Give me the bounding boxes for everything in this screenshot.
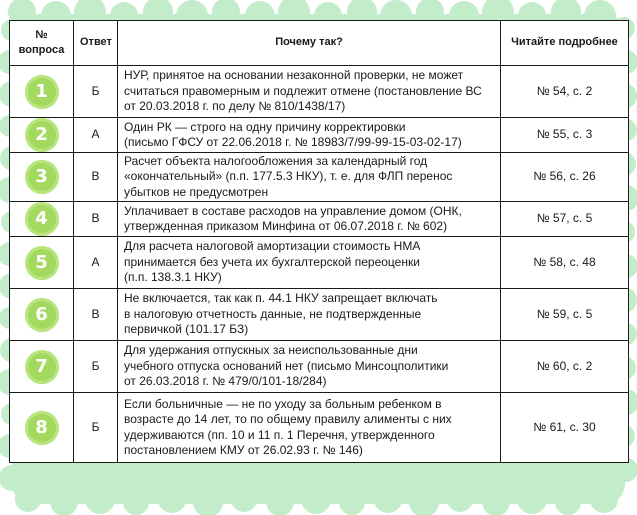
reference-cell: № 55, с. 3 xyxy=(501,118,629,153)
question-number-cell xyxy=(10,66,74,118)
explanation-line: (п.п. 138.3.1 НКУ) xyxy=(124,270,222,285)
question-number-cell xyxy=(10,153,74,202)
explanation-cell xyxy=(118,393,501,463)
header-read-more: Читайте подробнее xyxy=(501,21,629,66)
question-number-cell xyxy=(10,118,74,153)
answer-cell: Б xyxy=(74,66,118,118)
explanation-line: утвержденная приказом Минфина от 06.07.2018 г. № 602) xyxy=(124,219,448,233)
explanation-line: возрасте до 14 лет, то по общему правилу алименты с них xyxy=(124,412,452,426)
explanation-line: убытков не предусмотрен xyxy=(124,184,269,199)
answer-cell: Б xyxy=(74,393,118,463)
question-number-cell xyxy=(10,393,74,463)
explanation-line: от 20.03.2018 г. по делу № 810/1438/17) xyxy=(124,99,346,114)
answer-cell: В xyxy=(74,153,118,202)
explanation-line: от 26.03.2018 г. № 479/0/101-18/284) xyxy=(124,374,327,389)
table-row xyxy=(10,341,629,393)
explanation-line: учебного отпуска оснований нет (письмо Минсоцполитики xyxy=(124,358,449,373)
question-number-cell xyxy=(10,341,74,393)
reference-cell: № 57, с. 5 xyxy=(501,202,629,237)
header-question-number: № вопроса xyxy=(10,21,74,66)
explanation-line: первичкой (101.17 БЗ) xyxy=(124,322,249,337)
explanation-line: Уплачивает в составе расходов на управление домом (ОНК, xyxy=(124,203,462,218)
reference-cell: № 58, с. 48 xyxy=(501,237,629,289)
explanation-line: Расчет объекта налогообложения за календарный год xyxy=(124,153,428,168)
header-why: Почему так? xyxy=(118,21,501,66)
table-row xyxy=(10,118,629,153)
question-number-badge: 2 xyxy=(25,118,59,152)
table-row xyxy=(10,202,629,237)
table-row xyxy=(10,237,629,289)
table-row xyxy=(10,393,629,463)
question-number-badge: 8 xyxy=(25,411,59,445)
explanation-line: (письмо ГФСУ от 22.06.2018 г. № 18983/7/99-99-15-03-02-17) xyxy=(124,135,462,149)
reference-cell: № 54, с. 2 xyxy=(501,66,629,118)
explanation-cell xyxy=(118,237,501,289)
explanation-line: «окончательный» (п.п. 177.5.3 НКУ), т. е. для ФЛП перенос xyxy=(124,169,453,184)
explanation-cell xyxy=(118,289,501,341)
question-number-badge: 1 xyxy=(25,75,59,109)
explanation-cell xyxy=(118,153,501,202)
explanation-line: принимается без учета их бухгалтерской переоценки xyxy=(124,254,420,269)
answer-cell: В xyxy=(74,202,118,237)
question-number-badge: 4 xyxy=(25,202,59,236)
explanation-line: Если больничные — не по уходу за больным ребенком в xyxy=(124,396,442,411)
answers-table-container xyxy=(9,20,628,463)
explanation-line: Для расчета налоговой амортизации стоимость НМА xyxy=(124,239,421,254)
question-number-badge: 5 xyxy=(25,246,59,280)
explanation-line: Не включается, так как п. 44.1 НКУ запрещает включать xyxy=(124,291,438,306)
question-number-cell xyxy=(10,289,74,341)
header-answer: Ответ xyxy=(74,21,118,66)
explanation-line: считаться правомерным и подлежит отмене (постановление ВС xyxy=(124,83,482,98)
answer-cell: А xyxy=(74,237,118,289)
reference-cell: № 61, с. 30 xyxy=(501,393,629,463)
reference-cell: № 59, с. 5 xyxy=(501,289,629,341)
explanation-cell xyxy=(118,66,501,118)
explanation-cell xyxy=(118,341,501,393)
reference-cell: № 60, с. 2 xyxy=(501,341,629,393)
explanation-line: постановлением КМУ от 26.02.93 г. № 146) xyxy=(124,443,363,457)
explanation-cell xyxy=(118,202,501,237)
explanation-line: в налоговую отчетность данные, не подтвержденные xyxy=(124,306,422,321)
answer-cell: Б xyxy=(74,341,118,393)
table-row xyxy=(10,66,629,118)
question-number-badge: 6 xyxy=(25,298,59,332)
explanation-line: удерживаются (пп. 10 и 11 п. 1 Перечня, утвержденного xyxy=(124,427,435,442)
explanation-cell xyxy=(118,118,501,153)
explanation-line: Один РК — строго на одну причину корректировки xyxy=(124,119,406,134)
table-row xyxy=(10,153,629,202)
answer-cell: А xyxy=(74,118,118,153)
explanation-line: Для удержания отпускных за неиспользованные дни xyxy=(124,343,418,358)
question-number-cell xyxy=(10,202,74,237)
table-header-row xyxy=(10,21,629,66)
reference-cell: № 56, с. 26 xyxy=(501,153,629,202)
question-number-badge: 7 xyxy=(25,350,59,384)
explanation-line: НУР, принятое на основании незаконной проверки, не может xyxy=(124,68,464,83)
answers-table xyxy=(9,20,629,463)
question-number-badge: 3 xyxy=(25,160,59,194)
answer-cell: В xyxy=(74,289,118,341)
question-number-cell xyxy=(10,237,74,289)
table-row xyxy=(10,289,629,341)
